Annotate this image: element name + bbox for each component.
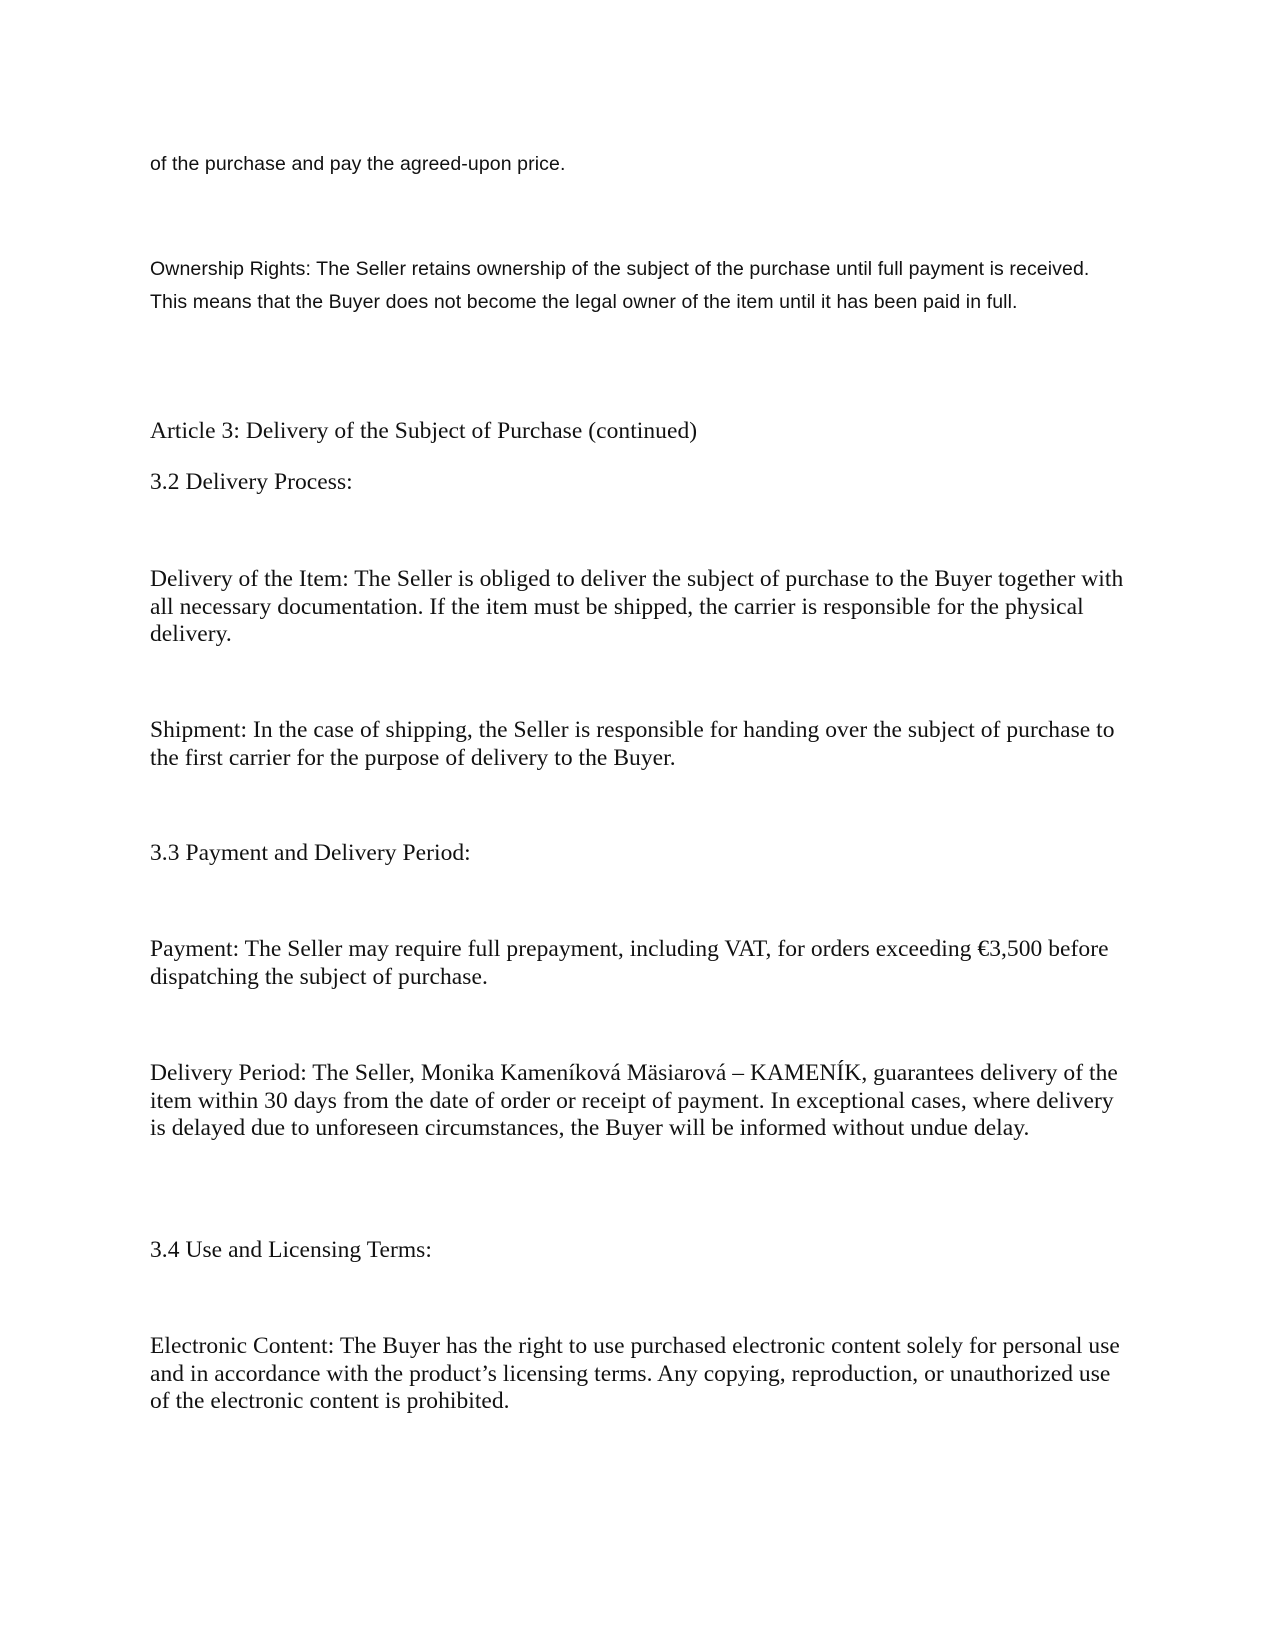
payment-paragraph: Payment: The Seller may require full prepayment, including VAT, for orders exceeding €3,500 before dispatching the subject of purchase. — [150, 936, 1109, 990]
ownership-rights-paragraph: Ownership Rights: The Seller retains ownership of the subject of the purchase until full payment is received. This means that the Buyer does not become the legal owner of the item until it has been paid in full. — [150, 258, 1090, 313]
continued-paragraph: of the purchase and pay the agreed-upon price. — [150, 153, 566, 175]
delivery-of-item-paragraph: Delivery of the Item: The Seller is obliged to deliver the subject of purchase to the Buyer together with all necessary documentation. If the item must be shipped, the carrier is responsible for the physical delivery. — [150, 566, 1124, 647]
section-3-4-heading: 3.4 Use and Licensing Terms: — [150, 1237, 432, 1263]
article-3-heading: Article 3: Delivery of the Subject of Purchase (continued) — [150, 418, 698, 444]
electronic-content-paragraph: Electronic Content: The Buyer has the right to use purchased electronic content solely for personal use and in accordance with the product’s licensing terms. Any copying, reproduction, or unauthorized use of the electronic content is prohibited. — [150, 1333, 1120, 1414]
delivery-period-paragraph: Delivery Period: The Seller, Monika Kameníková Mäsiarová – KAMENÍK, guarantees delivery of the item within 30 days from the date of order or receipt of payment. In exceptional cases, where delivery is delayed due to unforeseen circumstances, the Buyer will be informed without undue delay. — [150, 1060, 1118, 1141]
shipment-paragraph: Shipment: In the case of shipping, the Seller is responsible for handing over the subject of purchase to the first carrier for the purpose of delivery to the Buyer. — [150, 717, 1115, 771]
section-3-3-heading: 3.3 Payment and Delivery Period: — [150, 840, 471, 866]
section-3-2-heading: 3.2 Delivery Process: — [150, 469, 353, 495]
